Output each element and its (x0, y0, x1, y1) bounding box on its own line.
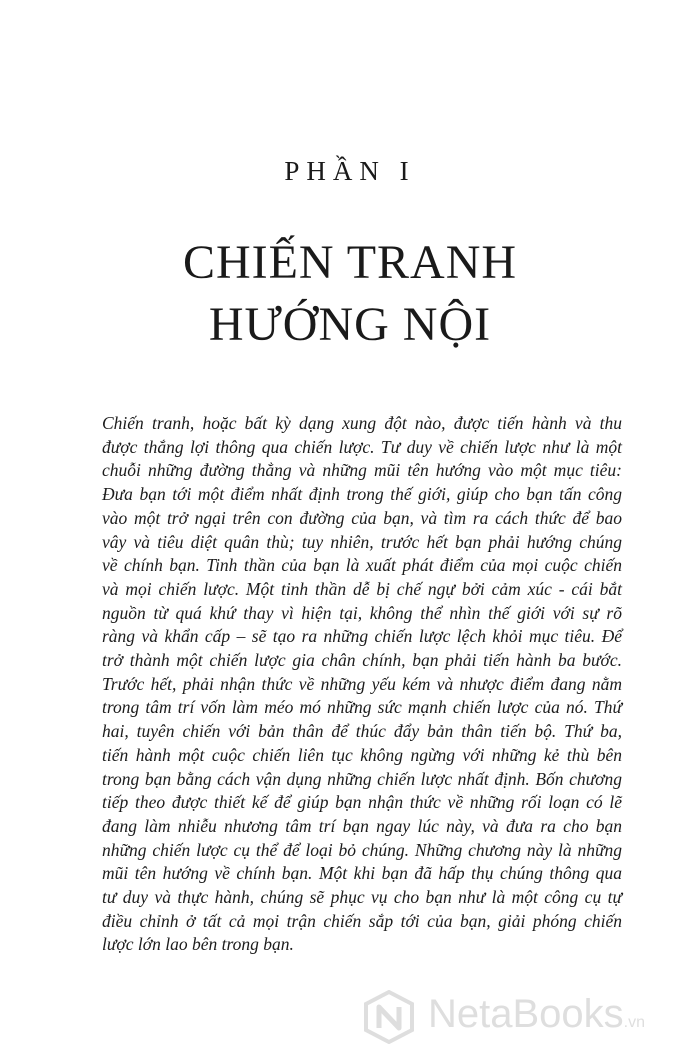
body-line: mũi tên hướng về chính bạn. Một khi bạn đã hấp thụ chúng thông qua (102, 863, 622, 884)
body-line: tư duy và thực hành, chúng sẽ phục vụ cho bạn như là một công cụ tự (102, 887, 622, 908)
netabooks-logo-icon (362, 990, 416, 1044)
body-line: trong tâm trí vốn làm méo mó những sức mạnh chiến lược của nó. Thứ (102, 697, 622, 718)
body-line: những chiến lược cụ thể để loại bỏ chúng. Những chương này là những (102, 839, 622, 860)
body-line: điều chỉnh ở tất cả mọi trận chiến sắp tới của bạn, giải phóng chiến (102, 910, 622, 931)
body-line: và mọi chiến lược. Một tinh thần dễ bị chế ngự bởi cảm xúc - cái bắt (102, 578, 622, 599)
chapter-title-line-2: HƯỚNG NỘI (208, 298, 492, 351)
body-line: Chiến tranh, hoặc bất kỳ dạng xung đột nào, được tiến hành và thu (102, 413, 622, 433)
watermark (362, 988, 692, 1044)
body-line: về chính bạn. Tinh thần của bạn là xuất phát điểm của mọi cuộc chiến (102, 555, 622, 576)
body-line: tiến hành một cuộc chiến liên tục không ngừng với những kẻ thù bên (102, 744, 622, 765)
body-line: Đưa bạn tới một điểm nhất định trong thế giới, giúp cho bạn tấn công (102, 484, 622, 505)
body-line: tiếp theo được thiết kế để giúp bạn nhận thức về những rối loạn có lẽ (102, 792, 622, 813)
body-line: đang làm nhiễu nhương tâm trí bạn ngay lúc này, và đưa ra cho bạn (102, 815, 622, 836)
body-line: trở thành một chiến lược gia chân chính, bạn phải tiến hành ba bước. (102, 650, 622, 671)
body-line: lược lớn lao bên trong bạn. (102, 934, 294, 955)
body-line: vào một trở ngại trên con đường của bạn, và tìm ra cách thức để bao (102, 507, 622, 528)
body-line: chuỗi những đường thẳng và những mũi tên hướng vào một mục tiêu: (102, 460, 622, 481)
chapter-title-line-1: CHIẾN TRANH (182, 236, 518, 289)
body-line: được thắng lợi thông qua chiến lược. Tư duy về chiến lược như là một (102, 436, 622, 457)
body-line: Trước hết, phải nhận thức về những yếu kém và nhược điểm đang nằm (102, 673, 622, 694)
watermark-brand: NetaBooks (428, 992, 624, 1036)
body-paragraph (102, 412, 622, 957)
body-line: hai, tuyên chiến với bản thân để thúc đẩy bản thân tiến bộ. Thứ ba, (102, 721, 622, 742)
body-line: ràng và khẩn cấp – sẽ tạo ra những chiến lược lệch khỏi mục tiêu. Để (102, 626, 622, 647)
body-line: vây và tiêu diệt quân thù; tuy nhiên, trước hết bạn phải hướng chúng (102, 531, 622, 552)
watermark-tld: .vn (623, 1014, 646, 1031)
part-label: PHẦN I (284, 156, 416, 186)
watermark-text (428, 992, 645, 1037)
body-line: trong bạn bằng cách vận dụng những chiến lược nhất định. Bốn chương (102, 768, 622, 789)
chapter-title (0, 232, 700, 356)
body-line: nguồn từ quá khứ thay vì hiện tại, không thể nhìn thế giới với sự rõ (102, 602, 622, 623)
